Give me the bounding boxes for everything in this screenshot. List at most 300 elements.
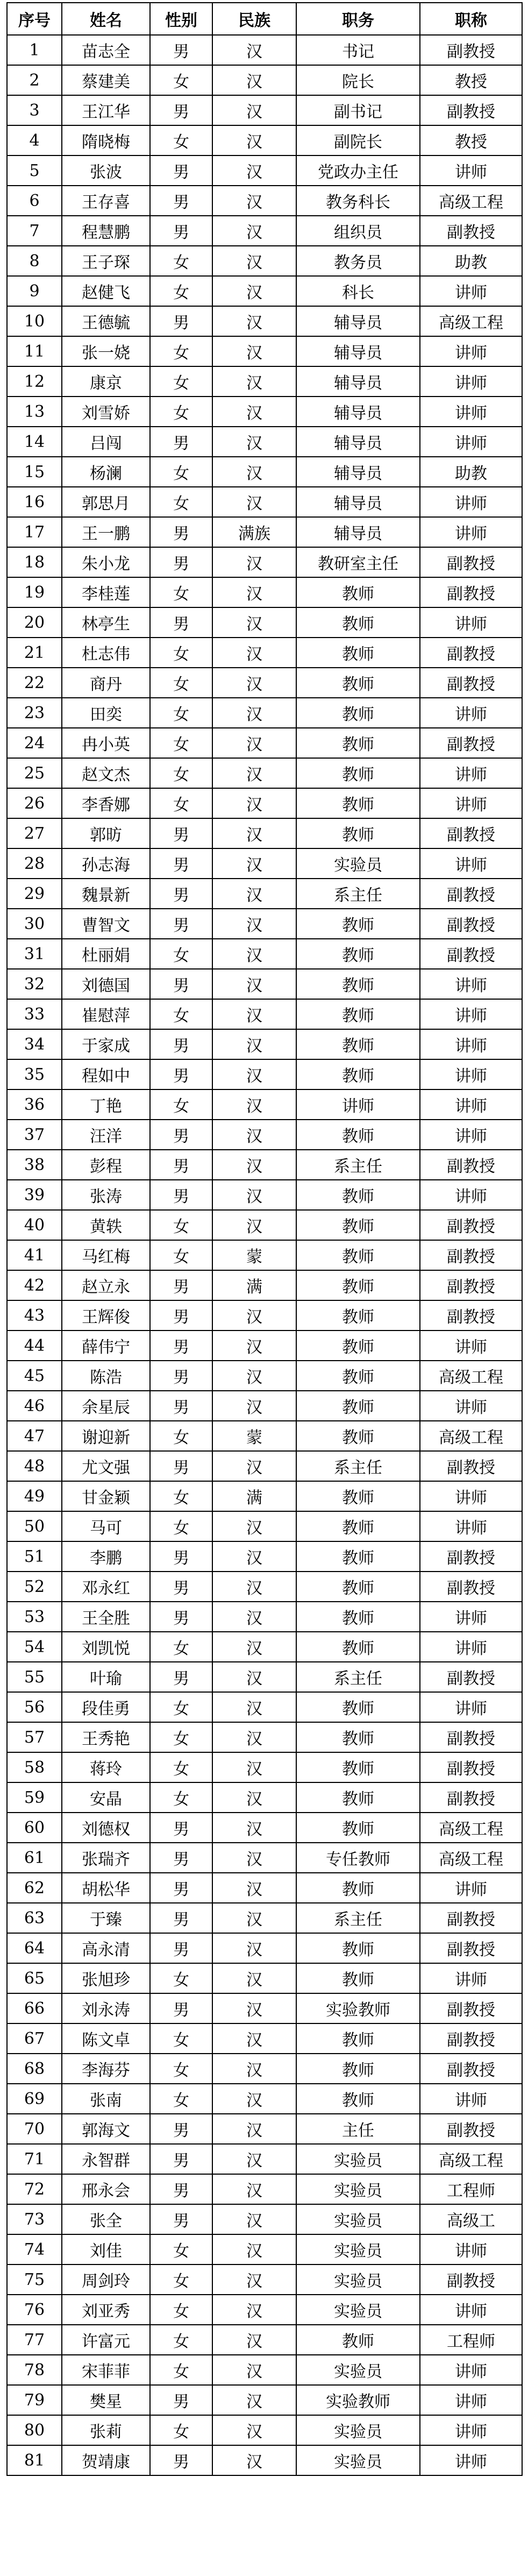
cell-position: 辅导员 [296, 306, 420, 336]
table-row [7, 1059, 522, 1089]
cell-serial-number: 73 [7, 2204, 62, 2234]
cell-name: 程如中 [62, 1059, 150, 1089]
cell-serial-number: 1 [7, 35, 62, 65]
table-row [7, 818, 522, 848]
cell-ethnicity: 汉 [212, 216, 296, 246]
table-row [7, 2445, 522, 2475]
cell-position: 教师 [296, 728, 420, 758]
cell-serial-number: 6 [7, 186, 62, 216]
table-row [7, 2204, 522, 2234]
table-row [7, 186, 522, 216]
table-row [7, 668, 522, 698]
cell-professional-title: 讲师 [420, 1089, 522, 1120]
table-row [7, 276, 522, 306]
cell-serial-number: 10 [7, 306, 62, 336]
cell-ethnicity: 汉 [212, 95, 296, 125]
header-name: 姓名 [62, 3, 150, 35]
cell-professional-title: 讲师 [420, 1481, 522, 1511]
cell-gender: 女 [150, 1963, 212, 1993]
cell-name: 刘德权 [62, 1813, 150, 1843]
cell-position: 辅导员 [296, 457, 420, 487]
cell-serial-number: 36 [7, 1089, 62, 1120]
cell-professional-title: 高级工程 [420, 2144, 522, 2174]
cell-position: 教师 [296, 1752, 420, 1782]
cell-serial-number: 42 [7, 1270, 62, 1300]
cell-professional-title: 讲师 [420, 276, 522, 306]
staff-table [6, 2, 523, 2476]
cell-position: 教师 [296, 1391, 420, 1421]
table-row [7, 2084, 522, 2114]
cell-professional-title: 讲师 [420, 2084, 522, 2114]
cell-gender: 女 [150, 397, 212, 427]
cell-serial-number: 52 [7, 1572, 62, 1602]
cell-ethnicity: 满族 [212, 517, 296, 547]
cell-professional-title: 高级工程 [420, 1843, 522, 1873]
cell-serial-number: 70 [7, 2114, 62, 2144]
cell-ethnicity: 汉 [212, 2234, 296, 2264]
cell-ethnicity: 汉 [212, 65, 296, 95]
table-row [7, 698, 522, 728]
cell-professional-title: 讲师 [420, 2445, 522, 2475]
cell-ethnicity: 汉 [212, 2415, 296, 2445]
table-row [7, 1662, 522, 1692]
cell-name: 邓永红 [62, 1572, 150, 1602]
cell-name: 隋晓梅 [62, 125, 150, 155]
header-professional-title: 职称 [420, 3, 522, 35]
cell-serial-number: 41 [7, 1240, 62, 1270]
cell-ethnicity: 汉 [212, 155, 296, 186]
cell-serial-number: 32 [7, 969, 62, 999]
cell-name: 汪洋 [62, 1120, 150, 1150]
cell-ethnicity: 汉 [212, 577, 296, 607]
cell-serial-number: 53 [7, 1602, 62, 1632]
cell-ethnicity: 汉 [212, 607, 296, 638]
cell-professional-title: 讲师 [420, 1632, 522, 1662]
cell-ethnicity: 蒙 [212, 1421, 296, 1451]
cell-name: 王一鹏 [62, 517, 150, 547]
cell-ethnicity: 汉 [212, 1089, 296, 1120]
cell-gender: 女 [150, 1692, 212, 1722]
cell-ethnicity: 汉 [212, 1120, 296, 1150]
table-row [7, 2234, 522, 2264]
cell-name: 吕闯 [62, 427, 150, 457]
cell-position: 教师 [296, 758, 420, 788]
table-row [7, 336, 522, 366]
cell-ethnicity: 汉 [212, 336, 296, 366]
cell-gender: 女 [150, 999, 212, 1029]
table-row [7, 95, 522, 125]
table-row [7, 2174, 522, 2204]
cell-serial-number: 68 [7, 2054, 62, 2084]
table-row [7, 1361, 522, 1391]
cell-professional-title: 讲师 [420, 848, 522, 879]
cell-position: 副院长 [296, 125, 420, 155]
table-row [7, 487, 522, 517]
cell-position: 教师 [296, 698, 420, 728]
cell-position: 教师 [296, 1511, 420, 1541]
cell-professional-title: 讲师 [420, 1059, 522, 1089]
cell-ethnicity: 汉 [212, 1391, 296, 1421]
cell-name: 曹智文 [62, 909, 150, 939]
cell-ethnicity: 汉 [212, 969, 296, 999]
table-row [7, 1782, 522, 1813]
cell-ethnicity: 汉 [212, 1300, 296, 1331]
table-row [7, 1873, 522, 1903]
cell-serial-number: 43 [7, 1300, 62, 1331]
cell-professional-title: 讲师 [420, 397, 522, 427]
cell-gender: 男 [150, 1903, 212, 1933]
cell-position: 教师 [296, 909, 420, 939]
cell-position: 教研室主任 [296, 547, 420, 577]
cell-position: 教师 [296, 1180, 420, 1210]
cell-professional-title: 高级工 [420, 2204, 522, 2234]
cell-name: 邢永会 [62, 2174, 150, 2204]
cell-professional-title: 讲师 [420, 2234, 522, 2264]
cell-serial-number: 63 [7, 1903, 62, 1933]
cell-serial-number: 3 [7, 95, 62, 125]
cell-professional-title: 讲师 [420, 999, 522, 1029]
cell-professional-title: 教授 [420, 65, 522, 95]
cell-serial-number: 49 [7, 1481, 62, 1511]
cell-gender: 女 [150, 1752, 212, 1782]
table-row [7, 939, 522, 969]
table-row [7, 65, 522, 95]
table-row [7, 1240, 522, 1270]
cell-name: 王全胜 [62, 1602, 150, 1632]
cell-name: 谢迎新 [62, 1421, 150, 1451]
table-row [7, 848, 522, 879]
cell-name: 张瑞齐 [62, 1843, 150, 1873]
cell-name: 程慧鹏 [62, 216, 150, 246]
cell-position: 教师 [296, 1270, 420, 1300]
cell-professional-title: 助教 [420, 246, 522, 276]
cell-ethnicity: 汉 [212, 1361, 296, 1391]
cell-gender: 男 [150, 2204, 212, 2234]
table-row [7, 155, 522, 186]
cell-position: 教师 [296, 1692, 420, 1722]
cell-gender: 男 [150, 909, 212, 939]
cell-name: 王秀艳 [62, 1722, 150, 1752]
cell-professional-title: 高级工程 [420, 1813, 522, 1843]
cell-gender: 女 [150, 698, 212, 728]
cell-serial-number: 35 [7, 1059, 62, 1089]
cell-ethnicity: 汉 [212, 1873, 296, 1903]
cell-serial-number: 72 [7, 2174, 62, 2204]
cell-professional-title: 高级工程 [420, 1361, 522, 1391]
table-row [7, 216, 522, 246]
cell-name: 王辉俊 [62, 1300, 150, 1331]
cell-serial-number: 47 [7, 1421, 62, 1451]
cell-serial-number: 24 [7, 728, 62, 758]
cell-name: 张莉 [62, 2415, 150, 2445]
cell-name: 安晶 [62, 1782, 150, 1813]
cell-professional-title: 副教授 [420, 1240, 522, 1270]
cell-gender: 男 [150, 1361, 212, 1391]
cell-gender: 男 [150, 1933, 212, 1963]
cell-position: 实验员 [296, 2355, 420, 2385]
cell-gender: 男 [150, 2144, 212, 2174]
cell-professional-title: 工程师 [420, 2325, 522, 2355]
cell-position: 辅导员 [296, 517, 420, 547]
table-row [7, 35, 522, 65]
cell-position: 教师 [296, 577, 420, 607]
cell-ethnicity: 蒙 [212, 1240, 296, 1270]
cell-position: 辅导员 [296, 336, 420, 366]
table-row [7, 2415, 522, 2445]
cell-gender: 女 [150, 246, 212, 276]
cell-position: 书记 [296, 35, 420, 65]
cell-position: 实验员 [296, 2174, 420, 2204]
cell-ethnicity: 汉 [212, 788, 296, 818]
cell-position: 教师 [296, 668, 420, 698]
cell-ethnicity: 汉 [212, 427, 296, 457]
table-row [7, 2325, 522, 2355]
cell-serial-number: 60 [7, 1813, 62, 1843]
cell-gender: 女 [150, 577, 212, 607]
cell-name: 张全 [62, 2204, 150, 2234]
cell-serial-number: 34 [7, 1029, 62, 1059]
cell-professional-title: 教授 [420, 125, 522, 155]
cell-name: 朱小龙 [62, 547, 150, 577]
cell-ethnicity: 汉 [212, 2445, 296, 2475]
cell-serial-number: 76 [7, 2295, 62, 2325]
cell-gender: 男 [150, 2445, 212, 2475]
cell-position: 主任 [296, 2114, 420, 2144]
cell-position: 实验教师 [296, 2385, 420, 2415]
cell-name: 赵立永 [62, 1270, 150, 1300]
cell-professional-title: 讲师 [420, 2295, 522, 2325]
table-row [7, 1511, 522, 1541]
cell-name: 刘雪娇 [62, 397, 150, 427]
cell-gender: 女 [150, 1421, 212, 1451]
cell-gender: 男 [150, 607, 212, 638]
cell-ethnicity: 汉 [212, 1451, 296, 1481]
cell-professional-title: 副教授 [420, 728, 522, 758]
cell-professional-title: 副教授 [420, 818, 522, 848]
table-row [7, 1843, 522, 1873]
cell-ethnicity: 汉 [212, 487, 296, 517]
cell-professional-title: 副教授 [420, 1541, 522, 1572]
cell-ethnicity: 汉 [212, 366, 296, 397]
cell-gender: 女 [150, 2415, 212, 2445]
cell-professional-title: 讲师 [420, 1602, 522, 1632]
cell-gender: 女 [150, 2295, 212, 2325]
cell-gender: 女 [150, 2355, 212, 2385]
cell-gender: 女 [150, 758, 212, 788]
table-row [7, 547, 522, 577]
cell-ethnicity: 汉 [212, 2295, 296, 2325]
cell-professional-title: 讲师 [420, 487, 522, 517]
cell-serial-number: 19 [7, 577, 62, 607]
cell-ethnicity: 汉 [212, 2264, 296, 2295]
table-row [7, 1572, 522, 1602]
cell-professional-title: 副教授 [420, 668, 522, 698]
cell-ethnicity: 汉 [212, 1752, 296, 1782]
cell-name: 许富元 [62, 2325, 150, 2355]
cell-name: 樊星 [62, 2385, 150, 2415]
cell-serial-number: 48 [7, 1451, 62, 1481]
cell-gender: 男 [150, 95, 212, 125]
cell-name: 冉小英 [62, 728, 150, 758]
table-row [7, 1029, 522, 1059]
cell-name: 于臻 [62, 1903, 150, 1933]
cell-gender: 女 [150, 125, 212, 155]
table-row [7, 1300, 522, 1331]
cell-ethnicity: 汉 [212, 1541, 296, 1572]
table-row [7, 2023, 522, 2054]
cell-gender: 男 [150, 2385, 212, 2415]
cell-gender: 男 [150, 2114, 212, 2144]
cell-name: 蔡建美 [62, 65, 150, 95]
cell-gender: 男 [150, 2174, 212, 2204]
cell-serial-number: 81 [7, 2445, 62, 2475]
cell-professional-title: 讲师 [420, 1511, 522, 1541]
table-row [7, 1120, 522, 1150]
cell-name: 郭思月 [62, 487, 150, 517]
cell-ethnicity: 汉 [212, 397, 296, 427]
table-row [7, 306, 522, 336]
cell-position: 系主任 [296, 1903, 420, 1933]
cell-ethnicity: 汉 [212, 939, 296, 969]
cell-professional-title: 讲师 [420, 607, 522, 638]
cell-ethnicity: 汉 [212, 1180, 296, 1210]
cell-gender: 女 [150, 1240, 212, 1270]
cell-position: 教师 [296, 1632, 420, 1662]
cell-name: 张涛 [62, 1180, 150, 1210]
cell-ethnicity: 汉 [212, 1903, 296, 1933]
cell-gender: 男 [150, 1331, 212, 1361]
cell-gender: 女 [150, 2023, 212, 2054]
cell-gender: 女 [150, 336, 212, 366]
cell-ethnicity: 汉 [212, 2204, 296, 2234]
cell-professional-title: 副教授 [420, 577, 522, 607]
table-row [7, 1963, 522, 1993]
cell-position: 教务科长 [296, 186, 420, 216]
cell-ethnicity: 汉 [212, 818, 296, 848]
cell-position: 教师 [296, 2325, 420, 2355]
cell-serial-number: 18 [7, 547, 62, 577]
cell-gender: 男 [150, 848, 212, 879]
cell-professional-title: 讲师 [420, 1873, 522, 1903]
cell-ethnicity: 汉 [212, 186, 296, 216]
cell-gender: 女 [150, 1511, 212, 1541]
table-row [7, 879, 522, 909]
table-row [7, 397, 522, 427]
cell-position: 教师 [296, 1210, 420, 1240]
cell-name: 叶瑜 [62, 1662, 150, 1692]
table-row [7, 1270, 522, 1300]
cell-ethnicity: 汉 [212, 1602, 296, 1632]
cell-professional-title: 讲师 [420, 2355, 522, 2385]
cell-ethnicity: 满 [212, 1481, 296, 1511]
cell-name: 魏景新 [62, 879, 150, 909]
table-row [7, 2295, 522, 2325]
cell-ethnicity: 汉 [212, 2054, 296, 2084]
cell-name: 郭昉 [62, 818, 150, 848]
cell-ethnicity: 汉 [212, 879, 296, 909]
cell-professional-title: 副教授 [420, 95, 522, 125]
table-row [7, 577, 522, 607]
cell-serial-number: 20 [7, 607, 62, 638]
cell-name: 于家成 [62, 1029, 150, 1059]
cell-serial-number: 30 [7, 909, 62, 939]
cell-professional-title: 副教授 [420, 1993, 522, 2023]
cell-professional-title: 讲师 [420, 758, 522, 788]
cell-ethnicity: 汉 [212, 1813, 296, 1843]
cell-position: 实验员 [296, 2445, 420, 2475]
cell-position: 院长 [296, 65, 420, 95]
cell-professional-title: 讲师 [420, 366, 522, 397]
cell-gender: 女 [150, 1632, 212, 1662]
table-row [7, 1089, 522, 1120]
cell-gender: 男 [150, 1300, 212, 1331]
table-row [7, 1722, 522, 1752]
cell-position: 教师 [296, 818, 420, 848]
header-position: 职务 [296, 3, 420, 35]
cell-professional-title: 副教授 [420, 1722, 522, 1752]
cell-name: 刘德国 [62, 969, 150, 999]
cell-gender: 男 [150, 186, 212, 216]
cell-serial-number: 66 [7, 1993, 62, 2023]
cell-gender: 女 [150, 728, 212, 758]
cell-serial-number: 65 [7, 1963, 62, 1993]
table-row [7, 457, 522, 487]
cell-position: 系主任 [296, 1150, 420, 1180]
cell-position: 辅导员 [296, 366, 420, 397]
cell-position: 专任教师 [296, 1843, 420, 1873]
cell-ethnicity: 满 [212, 1270, 296, 1300]
table-row [7, 728, 522, 758]
table-body [7, 35, 522, 2475]
cell-gender: 女 [150, 457, 212, 487]
cell-professional-title: 副教授 [420, 547, 522, 577]
cell-position: 实验员 [296, 2234, 420, 2264]
cell-gender: 女 [150, 1210, 212, 1240]
cell-name: 郭海文 [62, 2114, 150, 2144]
cell-ethnicity: 汉 [212, 909, 296, 939]
cell-ethnicity: 汉 [212, 1692, 296, 1722]
cell-name: 黄轶 [62, 1210, 150, 1240]
table-row [7, 366, 522, 397]
cell-gender: 女 [150, 638, 212, 668]
cell-name: 蒋玲 [62, 1752, 150, 1782]
cell-name: 张一娆 [62, 336, 150, 366]
table-header [7, 3, 522, 35]
cell-serial-number: 11 [7, 336, 62, 366]
cell-ethnicity: 汉 [212, 457, 296, 487]
cell-professional-title: 副教授 [420, 1662, 522, 1692]
cell-professional-title: 副教授 [420, 35, 522, 65]
cell-ethnicity: 汉 [212, 547, 296, 577]
cell-gender: 男 [150, 427, 212, 457]
cell-professional-title: 副教授 [420, 1782, 522, 1813]
cell-ethnicity: 汉 [212, 1150, 296, 1180]
cell-gender: 男 [150, 818, 212, 848]
cell-name: 张南 [62, 2084, 150, 2114]
cell-gender: 男 [150, 879, 212, 909]
cell-professional-title: 副教授 [420, 1210, 522, 1240]
cell-professional-title: 高级工程 [420, 306, 522, 336]
cell-gender: 女 [150, 2234, 212, 2264]
cell-professional-title: 讲师 [420, 788, 522, 818]
cell-serial-number: 26 [7, 788, 62, 818]
cell-position: 组织员 [296, 216, 420, 246]
cell-serial-number: 80 [7, 2415, 62, 2445]
cell-name: 刘佳 [62, 2234, 150, 2264]
cell-position: 教师 [296, 638, 420, 668]
cell-professional-title: 高级工程 [420, 1421, 522, 1451]
cell-gender: 男 [150, 1270, 212, 1300]
